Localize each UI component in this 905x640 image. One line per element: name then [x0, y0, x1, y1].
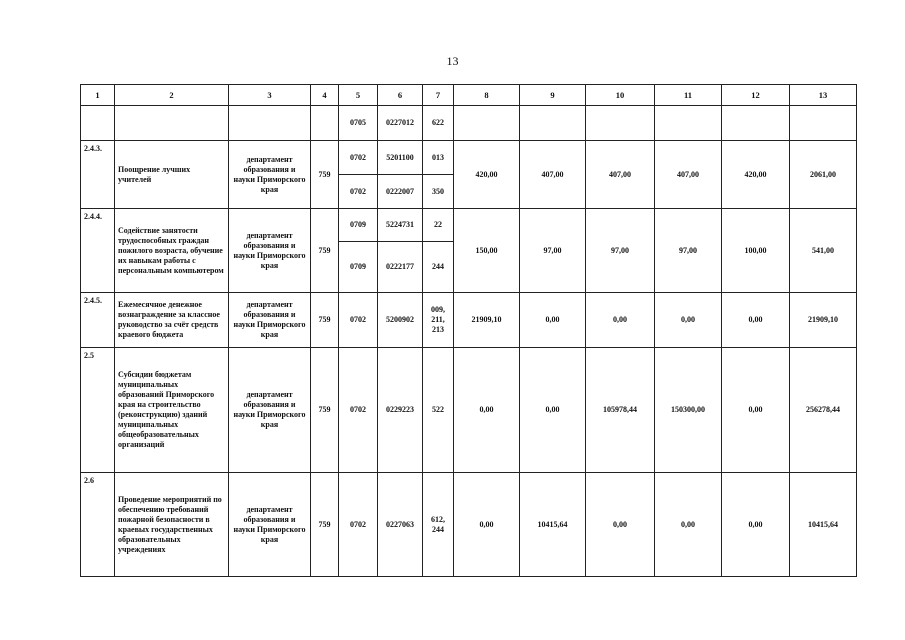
- cell-name: Субсидии бюджетам муниципальных образований Приморского края на строительство (реконструкцию) зданий муниципальных общеобразовательных организаций: [115, 348, 229, 473]
- header-cell: 2: [115, 85, 229, 106]
- header-cell: 12: [722, 85, 790, 106]
- cell-name: Содействие занятости трудоспособных граждан пожилого возраста, обучение их навыкам работы с персональным компьютером: [115, 209, 229, 293]
- cell-empty: [311, 106, 339, 141]
- header-cell: 8: [454, 85, 520, 106]
- cell-value: 150300,00: [655, 348, 722, 473]
- cell-section: 0702: [339, 293, 378, 348]
- cell-target: 5224731: [378, 209, 423, 242]
- cell-type: 612, 244: [423, 473, 454, 577]
- page-number: 13: [446, 54, 459, 68]
- cell-value: 0,00: [520, 348, 586, 473]
- cell-value: 100,00: [722, 209, 790, 293]
- cell-empty: [520, 106, 586, 141]
- cell-number: 2.5: [81, 348, 115, 473]
- cell-empty: [790, 106, 857, 141]
- cell-dept: департамент образования и науки Приморского края: [229, 473, 311, 577]
- cell-value: 0,00: [520, 293, 586, 348]
- cell-value: 0,00: [722, 473, 790, 577]
- cell-value: 0,00: [586, 293, 655, 348]
- header-cell: 6: [378, 85, 423, 106]
- cell-code: 759: [311, 293, 339, 348]
- cell-type: 22: [423, 209, 454, 242]
- table-row: [81, 348, 857, 473]
- cell-value: 407,00: [520, 141, 586, 209]
- cell-value: 105978,44: [586, 348, 655, 473]
- header-cell: 4: [311, 85, 339, 106]
- cell-value: 21909,10: [454, 293, 520, 348]
- cell-dept: департамент образования и науки Приморского края: [229, 141, 311, 209]
- cell-section: 0709: [339, 209, 378, 242]
- table-row: [81, 209, 857, 242]
- cell-section: 0702: [339, 473, 378, 577]
- cell-value: 97,00: [586, 209, 655, 293]
- cell-value: 0,00: [586, 473, 655, 577]
- cell-value: 407,00: [586, 141, 655, 209]
- cell-value: 420,00: [722, 141, 790, 209]
- cell-value: 0,00: [454, 348, 520, 473]
- cell-target: 5201100: [378, 141, 423, 175]
- cell-target: 0229223: [378, 348, 423, 473]
- cell-number: 2.6: [81, 473, 115, 577]
- table-row: [81, 293, 857, 348]
- header-cell: 7: [423, 85, 454, 106]
- cell-section: 0702: [339, 175, 378, 209]
- cell-empty: [81, 106, 115, 141]
- cell-target: 0222007: [378, 175, 423, 209]
- cell-empty: [229, 106, 311, 141]
- header-cell: 9: [520, 85, 586, 106]
- header-row: [81, 85, 857, 106]
- cell-value: 0,00: [454, 473, 520, 577]
- header-cell: 13: [790, 85, 857, 106]
- budget-table: [80, 84, 857, 577]
- cell-empty: [655, 106, 722, 141]
- table-row: [81, 141, 857, 175]
- cell-section: 0702: [339, 348, 378, 473]
- cell-dept: департамент образования и науки Приморского края: [229, 348, 311, 473]
- cell-total: 10415,64: [790, 473, 857, 577]
- cell-section: 0702: [339, 141, 378, 175]
- cell-value: 420,00: [454, 141, 520, 209]
- cell-total: 2061,00: [790, 141, 857, 209]
- cell-value: 0,00: [655, 473, 722, 577]
- cell-dept: департамент образования и науки Приморского края: [229, 209, 311, 293]
- cell-value: 150,00: [454, 209, 520, 293]
- header-cell: 5: [339, 85, 378, 106]
- cell-type: 009, 211, 213: [423, 293, 454, 348]
- cell-empty: [722, 106, 790, 141]
- cell-code: 759: [311, 141, 339, 209]
- header-cell: 1: [81, 85, 115, 106]
- cell-target: 5200902: [378, 293, 423, 348]
- cell-total: 21909,10: [790, 293, 857, 348]
- header-cell: 11: [655, 85, 722, 106]
- table-row: [81, 106, 857, 141]
- cell-empty: [454, 106, 520, 141]
- cell-type: 622: [423, 106, 454, 141]
- cell-empty: [115, 106, 229, 141]
- cell-section: 0709: [339, 242, 378, 293]
- cell-name: Проведение мероприятий по обеспечению требований пожарной безопасности в краевых государственных образовательных учреждениях: [115, 473, 229, 577]
- cell-number: 2.4.4.: [81, 209, 115, 293]
- header-cell: 3: [229, 85, 311, 106]
- cell-dept: департамент образования и науки Приморского края: [229, 293, 311, 348]
- cell-empty: [586, 106, 655, 141]
- cell-name: Ежемесячное денежное вознаграждение за классное руководство за счёт средств краевого бюджета: [115, 293, 229, 348]
- cell-number: 2.4.3.: [81, 141, 115, 209]
- cell-value: 0,00: [655, 293, 722, 348]
- header-cell: 10: [586, 85, 655, 106]
- cell-target: 0227012: [378, 106, 423, 141]
- cell-total: 256278,44: [790, 348, 857, 473]
- cell-target: 0227063: [378, 473, 423, 577]
- cell-value: 97,00: [655, 209, 722, 293]
- cell-value: 0,00: [722, 348, 790, 473]
- cell-name: Поощрение лучших учителей: [115, 141, 229, 209]
- cell-type: 244: [423, 242, 454, 293]
- cell-target: 0222177: [378, 242, 423, 293]
- cell-value: 10415,64: [520, 473, 586, 577]
- table-row: [81, 473, 857, 577]
- cell-number: 2.4.5.: [81, 293, 115, 348]
- cell-code: 759: [311, 473, 339, 577]
- cell-section: 0705: [339, 106, 378, 141]
- cell-value: 0,00: [722, 293, 790, 348]
- cell-code: 759: [311, 348, 339, 473]
- cell-type: 013: [423, 141, 454, 175]
- cell-value: 407,00: [655, 141, 722, 209]
- cell-value: 97,00: [520, 209, 586, 293]
- cell-type: 350: [423, 175, 454, 209]
- cell-code: 759: [311, 209, 339, 293]
- cell-type: 522: [423, 348, 454, 473]
- cell-total: 541,00: [790, 209, 857, 293]
